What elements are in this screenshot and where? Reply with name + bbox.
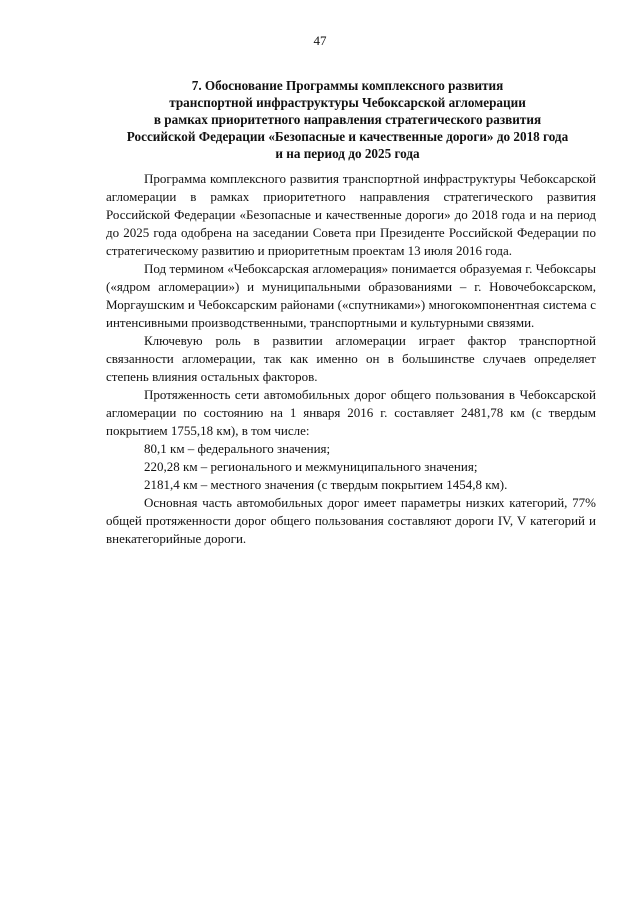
- list-item: 220,28 км – регионального и межмуниципального значения;: [144, 459, 478, 474]
- paragraph: Программа комплексного развития транспортной инфраструктуры Чебоксарской агломерации в рамках приоритетного направления стратегического развития Российской Федерации «Безопасные и качественные дороги» до 2018 года и на период до 2025 года одобрена на заседании Совета при Президенте Российской Федерации по стратегическому развитию и приоритетным проектам 13 июля 2016 года.: [106, 171, 596, 258]
- heading-line: транспортной инфраструктуры Чебоксарской агломерации: [169, 95, 526, 110]
- list-item: 80,1 км – федерального значения;: [144, 441, 331, 456]
- section-heading: [100, 77, 595, 162]
- closing-paragraph: Основная часть автомобильных дорог имеет параметры низких категорий, 77% общей протяженности дорог общего пользования составляют дороги IV, V категорий и внекатегорийные дороги.: [106, 495, 596, 546]
- heading-line: 7. Обоснование Программы комплексного развития: [191, 78, 504, 93]
- paragraph: Ключевую роль в развитии агломерации играет фактор транспортной связанности агломерации, так как именно он в большинстве случаев определяет степень влияния остальных факторов.: [106, 333, 596, 384]
- body-text: [106, 170, 596, 548]
- paragraph: Под термином «Чебоксарская агломерация» понимается образуемая г. Чебоксары («ядром агломерации») и муниципальными образованиями – г. Новочебоксарском, Моргаушским и Чебоксарским районами («спутниками») многокомпонентная система с интенсивными производственными, транспортными и культурными связями.: [106, 261, 596, 330]
- page-number: 47: [313, 33, 327, 48]
- heading-line: Российской Федерации «Безопасные и качественные дороги» до 2018 года: [126, 129, 569, 144]
- heading-line: в рамках приоритетного направления стратегического развития: [153, 112, 542, 127]
- list-item: 2181,4 км – местного значения (с твердым покрытием 1454,8 км).: [144, 477, 508, 492]
- heading-line: и на период до 2025 года: [275, 146, 420, 161]
- paragraph: Протяженность сети автомобильных дорог общего пользования в Чебоксарской агломерации по состоянию на 1 января 2016 г. составляет 2481,78 км (с твердым покрытием 1755,18 км), в том числе:: [106, 387, 596, 438]
